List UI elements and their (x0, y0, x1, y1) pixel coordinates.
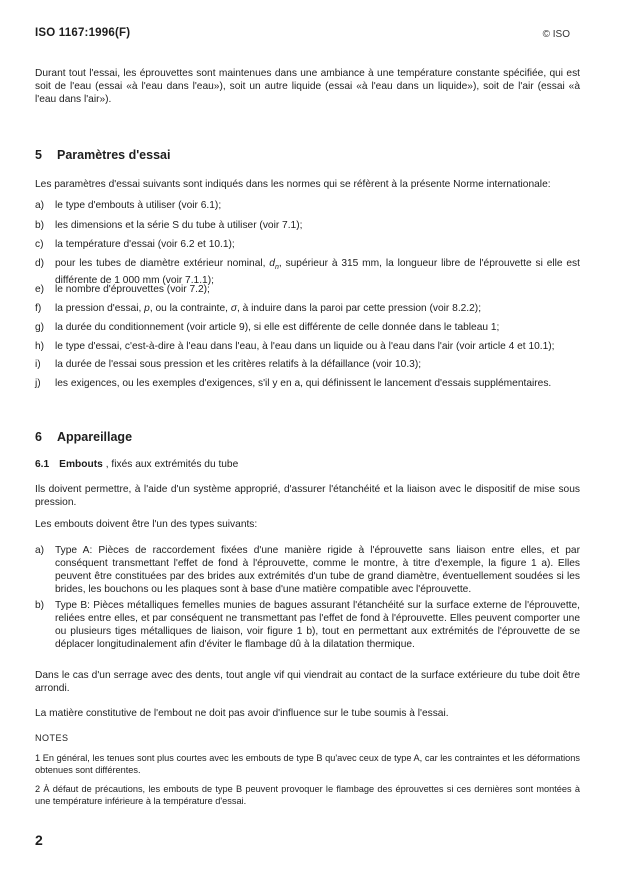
paragraph: La matière constitutive de l'embout ne doit pas avoir d'influence sur le tube soumis à l'essai. (35, 708, 449, 719)
list-marker: f) (35, 303, 42, 314)
list-marker: h) (35, 341, 45, 352)
list-text: pour les tubes de diamètre extérieur nominal, $d_n$, supérieur à 315 mm, la longueur libre de l'éprouvette si elle est différente de 1 000 mm (voir 7.1.1); (55, 258, 580, 287)
copyright-mark: © ISO (542, 29, 570, 40)
list-item (35, 358, 580, 371)
list-marker: j) (35, 378, 41, 389)
intro-paragraph: Durant tout l'essai, les éprouvettes sont maintenues dans une ambiance à une température constante spécifiée, qui est soit de l'eau (essai «à l'eau dans l'eau»), soit un autre liquide (essai «à l'eau dans un liquide»), soit de l'air (essai «à l'eau dans l'air»). (35, 68, 580, 105)
note: 2 À défaut de précautions, les embouts de type B peuvent provoquer le flambage des éprouvettes si ces dernières sont montées à une température inférieure à la température d'essai. (35, 784, 580, 806)
standard-reference: ISO 1167:1996(F) (35, 27, 131, 39)
list-marker: i) (35, 359, 41, 370)
list-item (35, 219, 580, 232)
section-number: 6 (35, 430, 42, 444)
note: 1 En général, les tenues sont plus courtes avec les embouts de type B qu'avec ceux de type A, car les contraintes et les déformations obtenues sont différentes. (35, 753, 580, 775)
list-text: la durée de l'essai sous pression et les critères relatifs à la défaillance (voir 10.3); (55, 359, 422, 370)
section-number: 5 (35, 148, 42, 162)
list-text: la durée du conditionnement (voir article 9), si elle est différente de celle donnée dans le tableau 1; (55, 322, 500, 333)
list-item (35, 340, 580, 353)
list-text: le type d'embouts à utiliser (voir 6.1); (55, 200, 222, 211)
list-text: le type d'essai, c'est-à-dire à l'eau dans l'eau, à l'eau dans un liquide ou à l'eau dans l'air (voir article 4 et 10.1); (55, 341, 555, 352)
list-text: les dimensions et la série S du tube à utiliser (voir 7.1); (55, 220, 303, 231)
list-marker: b) (35, 600, 45, 611)
list-item (35, 321, 580, 334)
list-item (35, 599, 580, 651)
subsection-title-rest: , fixés aux extrémités du tube (105, 459, 239, 470)
paragraph: Les embouts doivent être l'un des types suivants: (35, 519, 258, 530)
paragraph: Dans le cas d'un serrage avec des dents, tout angle vif qui viendrait au contact de la surface extérieure du tube doit être arrondi. (35, 670, 580, 694)
list-marker: b) (35, 220, 45, 231)
section-title: Paramètres d'essai (57, 148, 171, 162)
list-item (35, 283, 580, 296)
notes-label: NOTES (35, 733, 69, 743)
list-text: Type A: Pièces de raccordement fixées d'une manière rigide à l'éprouvette sans liaison entre elles, et par conséquent transmettant l'effet de fond à l'éprouvette, comme le montre, à titre d'exemple, la figure 1 a). Elles peuvent être constituées par des brides aux extrémités d'un tube de grand diamètre, éventuellement soudées si les brides, les bouchons ou les plaques sont à base d'une matière compatible avec l'éprouvette. (55, 545, 580, 595)
list-marker: e) (35, 284, 45, 295)
list-marker: d) (35, 258, 45, 269)
subsection-number: 6.1 (35, 459, 50, 470)
list-text: la pression d'essai, p, ou la contrainte, σ, à induire dans la paroi par cette pression (voir 8.2.2); (55, 303, 482, 314)
section-title: Appareillage (57, 430, 133, 444)
list-item (35, 544, 580, 596)
symbol-d: d (269, 258, 275, 269)
list-item (35, 302, 580, 315)
symbol-p: p (144, 303, 150, 314)
list-text: le nombre d'éprouvettes (voir 7.2); (55, 284, 210, 295)
list-text: la température d'essai (voir 6.2 et 10.1); (55, 239, 235, 250)
subsection-title: Embouts (59, 459, 103, 470)
list-text: les exigences, ou les exemples d'exigences, s'il y en a, qui définissent le lancement d'essais supplémentaires. (55, 378, 552, 389)
page-number: 2 (35, 832, 43, 848)
section-6-heading (35, 430, 132, 444)
list-item (35, 377, 580, 390)
subsection-6-1-heading (35, 459, 238, 470)
paragraph: Ils doivent permettre, à l'aide d'un système approprié, d'assurer l'étanchéité et la liaison avec le dispositif de mise sous pression. (35, 484, 580, 508)
list-marker: g) (35, 322, 45, 333)
list-text: Type B: Pièces métalliques femelles munies de bagues assurant l'étanchéité sur la surface externe de l'éprouvette, reliées entre elles, et par conséquent ne transmettant pas l'effet de fond à l'éprouvette. Elles peuvent comporter une ou plusieurs tiges métalliques de liaison, voir figure 1 b), tout en permettant aux extrémités de l'éprouvette de se déplacer longitudinalement afin d'éviter le flambage dû à la dilatation thermique. (55, 600, 580, 650)
list-marker: a) (35, 200, 45, 211)
list-marker: a) (35, 545, 45, 556)
list-marker: c) (35, 239, 44, 250)
list-item (35, 199, 580, 212)
symbol-sigma: σ (230, 303, 237, 314)
list-item (35, 238, 580, 251)
section-5-lead: Les paramètres d'essai suivants sont indiqués dans les normes qui se réfèrent à la présente Norme internationale: (35, 179, 551, 190)
section-5-heading (35, 148, 170, 162)
